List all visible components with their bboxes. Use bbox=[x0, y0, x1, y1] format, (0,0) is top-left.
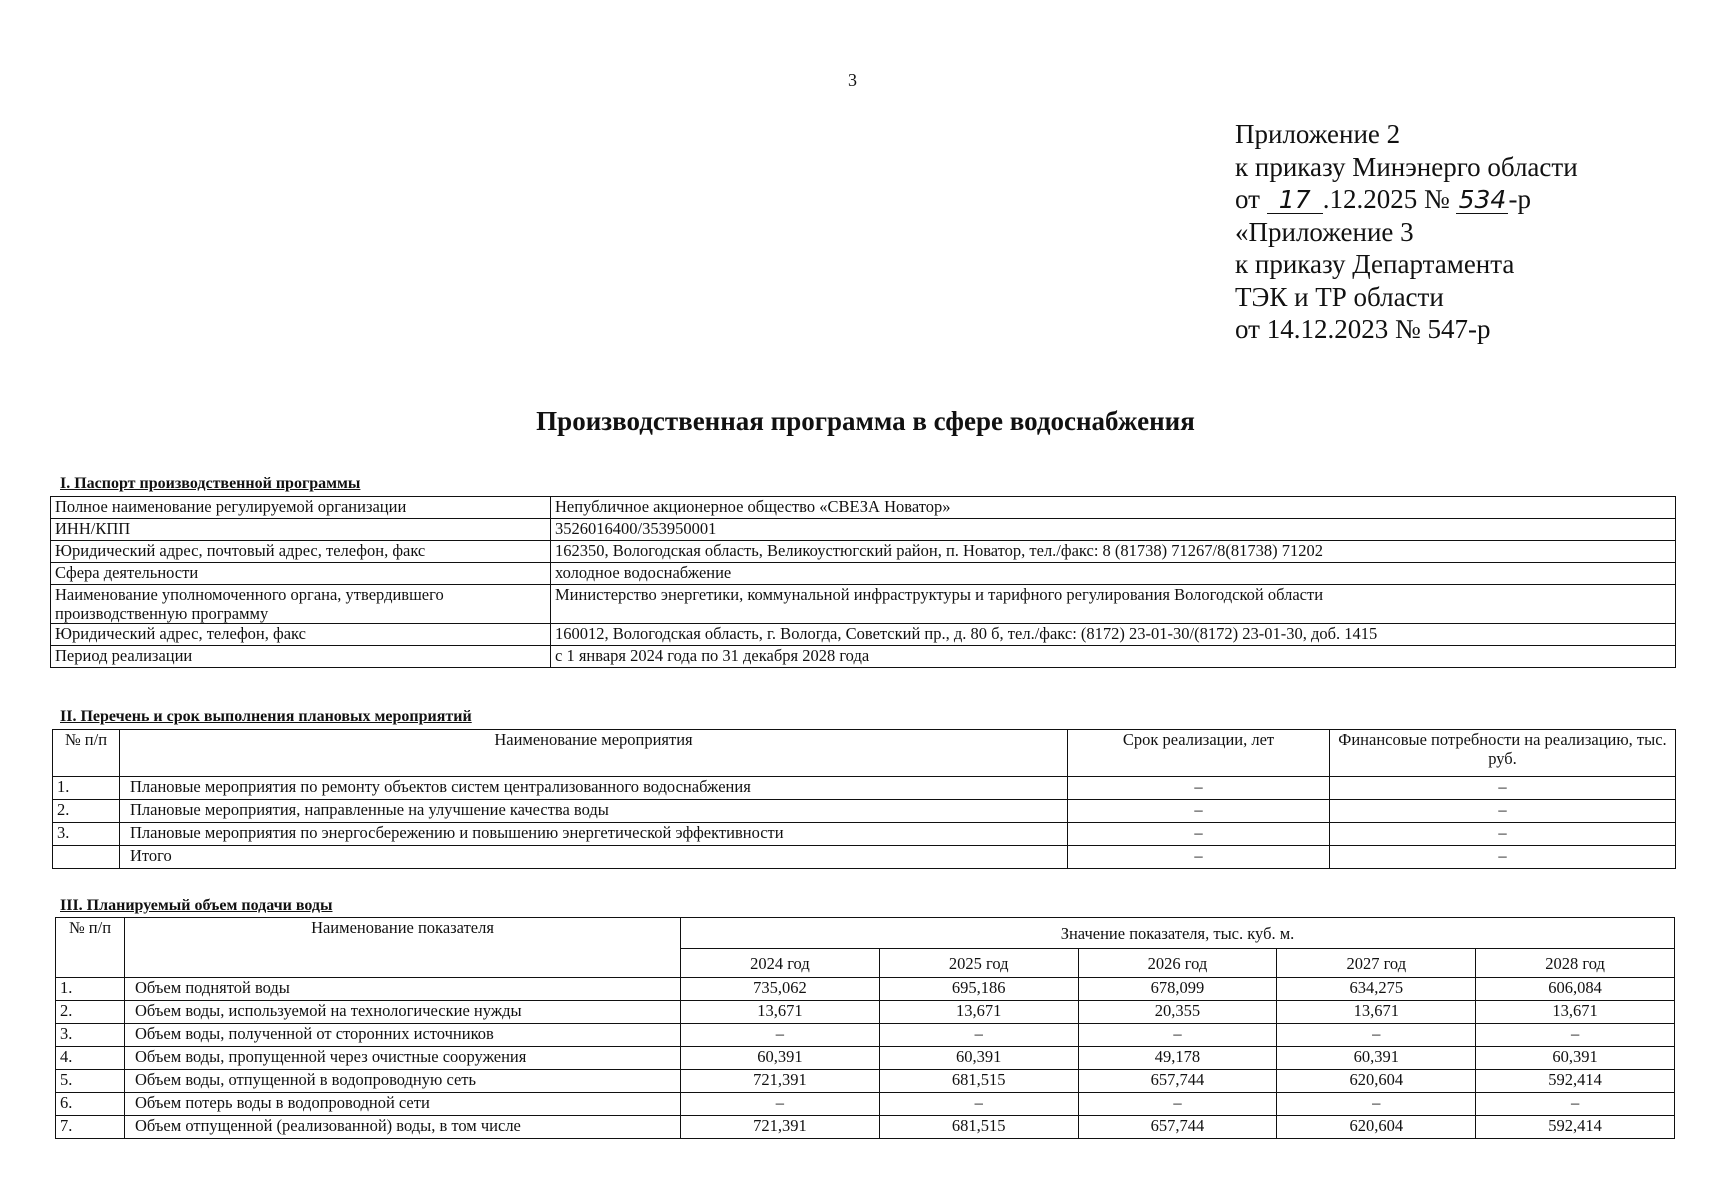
row-number: 3. bbox=[56, 1024, 125, 1047]
passport-value: 162350, Вологодская область, Великоустюгский район, п. Новатор, тел./факс: 8 (81738) 71267/8(81738) 71202 bbox=[551, 541, 1676, 563]
indicator-value: 20,355 bbox=[1078, 1001, 1277, 1024]
header-num: № п/п bbox=[53, 730, 120, 777]
indicator-name: Объем отпущенной (реализованной) воды, в том числе bbox=[125, 1116, 681, 1139]
annex-line-4: «Приложение 3 bbox=[1235, 216, 1414, 247]
measure-finance: – bbox=[1330, 823, 1676, 846]
annex-date-prefix: от bbox=[1235, 184, 1260, 214]
table-row bbox=[53, 823, 1676, 846]
table-row bbox=[51, 497, 1676, 519]
measure-finance: – bbox=[1330, 777, 1676, 800]
indicator-value: – bbox=[681, 1093, 880, 1116]
annex-suffix: -р bbox=[1508, 184, 1531, 214]
table-row bbox=[51, 585, 1676, 624]
passport-value: с 1 января 2024 года по 31 декабря 2028 года bbox=[551, 646, 1676, 668]
year-header: 2027 год bbox=[1277, 949, 1476, 978]
table-row bbox=[56, 1001, 1675, 1024]
header-term: Срок реализации, лет bbox=[1068, 730, 1330, 777]
measures-table bbox=[52, 729, 1676, 869]
indicator-value: 681,515 bbox=[879, 1070, 1078, 1093]
indicator-value: 13,671 bbox=[1476, 1001, 1675, 1024]
indicator-value: 592,414 bbox=[1476, 1070, 1675, 1093]
indicator-name: Объем воды, используемой на технологические нужды bbox=[125, 1001, 681, 1024]
year-header: 2025 год bbox=[879, 949, 1078, 978]
annex-line-5: к приказу Департамента bbox=[1235, 249, 1515, 279]
header-indicator-name: Наименование показателя bbox=[125, 918, 681, 978]
passport-value: 3526016400/353950001 bbox=[551, 519, 1676, 541]
passport-label: Период реализации bbox=[51, 646, 551, 668]
year-header: 2024 год bbox=[681, 949, 880, 978]
table-row bbox=[51, 519, 1676, 541]
indicator-value: 634,275 bbox=[1277, 978, 1476, 1001]
table-row bbox=[51, 563, 1676, 585]
indicator-value: 60,391 bbox=[1277, 1047, 1476, 1070]
indicator-value: – bbox=[879, 1024, 1078, 1047]
passport-label: Юридический адрес, почтовый адрес, телефон, факс bbox=[51, 541, 551, 563]
indicator-value: – bbox=[1078, 1024, 1277, 1047]
table-row bbox=[53, 800, 1676, 823]
table-row bbox=[51, 624, 1676, 646]
section-3-heading: III. Планируемый объем подачи воды bbox=[60, 897, 333, 914]
header-finance: Финансовые потребности на реализацию, тыс. руб. bbox=[1330, 730, 1676, 777]
passport-value: 160012, Вологодская область, г. Вологда, Советский пр., д. 80 б, тел./факс: (8172) 23-01-30/(8172) 23-01-30, доб. 1415 bbox=[551, 624, 1676, 646]
document-title: Производственная программа в сфере водоснабжения bbox=[536, 406, 1195, 436]
row-number: 3. bbox=[53, 823, 120, 846]
page-number: 3 bbox=[848, 70, 857, 90]
measure-term: – bbox=[1068, 777, 1330, 800]
annex-block bbox=[1235, 118, 1578, 346]
indicator-value: 678,099 bbox=[1078, 978, 1277, 1001]
annex-line-1: Приложение 2 bbox=[1235, 119, 1401, 149]
measure-finance: – bbox=[1330, 800, 1676, 823]
row-number: 2. bbox=[56, 1001, 125, 1024]
indicator-value: 657,744 bbox=[1078, 1070, 1277, 1093]
table-row bbox=[56, 1047, 1675, 1070]
year-header: 2026 год bbox=[1078, 949, 1277, 978]
indicator-value: 13,671 bbox=[879, 1001, 1078, 1024]
water-volume-table bbox=[55, 917, 1675, 1139]
annex-date: .12.2025 № bbox=[1322, 184, 1450, 214]
measure-finance: – bbox=[1330, 846, 1676, 869]
header-num: № п/п bbox=[56, 918, 125, 978]
indicator-name: Объем воды, пропущенной через очистные сооружения bbox=[125, 1047, 681, 1070]
indicator-value: 49,178 bbox=[1078, 1047, 1277, 1070]
passport-value: холодное водоснабжение bbox=[551, 563, 1676, 585]
row-number: 7. bbox=[56, 1116, 125, 1139]
year-header: 2028 год bbox=[1476, 949, 1675, 978]
row-number: 1. bbox=[56, 978, 125, 1001]
passport-label: Юридический адрес, телефон, факс bbox=[51, 624, 551, 646]
indicator-value: – bbox=[681, 1024, 880, 1047]
section-1-heading: I. Паспорт производственной программы bbox=[60, 475, 361, 492]
indicator-value: 13,671 bbox=[681, 1001, 880, 1024]
passport-value: Министерство энергетики, коммунальной инфраструктуры и тарифного регулирования Вологодской области bbox=[551, 585, 1676, 624]
measure-name: Итого bbox=[120, 846, 1068, 869]
measure-name: Плановые мероприятия, направленные на улучшение качества воды bbox=[120, 800, 1068, 823]
measure-name: Плановые мероприятия по энергосбережению и повышению энергетической эффективности bbox=[120, 823, 1068, 846]
indicator-value: 695,186 bbox=[879, 978, 1078, 1001]
indicator-value: 620,604 bbox=[1277, 1116, 1476, 1139]
passport-value: Непубличное акционерное общество «СВЕЗА Новатор» bbox=[551, 497, 1676, 519]
table-row bbox=[56, 1024, 1675, 1047]
indicator-value: – bbox=[1476, 1093, 1675, 1116]
table-row bbox=[56, 1093, 1675, 1116]
indicator-value: 60,391 bbox=[681, 1047, 880, 1070]
header-indicator-value: Значение показателя, тыс. куб. м. bbox=[681, 918, 1675, 949]
indicator-value: 620,604 bbox=[1277, 1070, 1476, 1093]
table-row bbox=[56, 978, 1675, 1001]
indicator-value: 681,515 bbox=[879, 1116, 1078, 1139]
indicator-value: 657,744 bbox=[1078, 1116, 1277, 1139]
annex-line-2: к приказу Минэнерго области bbox=[1235, 151, 1578, 182]
indicator-name: Объем воды, отпущенной в водопроводную сеть bbox=[125, 1070, 681, 1093]
passport-label: ИНН/КПП bbox=[51, 519, 551, 541]
table-row bbox=[51, 646, 1676, 668]
passport-label: Полное наименование регулируемой организации bbox=[51, 497, 551, 519]
indicator-value: 721,391 bbox=[681, 1070, 880, 1093]
measure-name: Плановые мероприятия по ремонту объектов систем централизованного водоснабжения bbox=[120, 777, 1068, 800]
annex-line-3 bbox=[1235, 183, 1578, 216]
section-2-heading: II. Перечень и срок выполнения плановых мероприятий bbox=[60, 708, 472, 725]
indicator-value: 60,391 bbox=[879, 1047, 1078, 1070]
handwritten-day: 17 bbox=[1267, 187, 1323, 214]
indicator-value: 721,391 bbox=[681, 1116, 880, 1139]
indicator-name: Объем поднятой воды bbox=[125, 978, 681, 1001]
passport-label: Сфера деятельности bbox=[51, 563, 551, 585]
passport-table bbox=[50, 496, 1676, 668]
indicator-value: – bbox=[1476, 1024, 1675, 1047]
indicator-value: – bbox=[1277, 1093, 1476, 1116]
measure-term: – bbox=[1068, 846, 1330, 869]
indicator-name: Объем воды, полученной от сторонних источников bbox=[125, 1024, 681, 1047]
indicator-value: – bbox=[1277, 1024, 1476, 1047]
passport-label: Наименование уполномоченного органа, утвердившего производственную программу bbox=[51, 585, 551, 624]
header-measure-name: Наименование мероприятия bbox=[120, 730, 1068, 777]
indicator-value: 735,062 bbox=[681, 978, 880, 1001]
indicator-value: 13,671 bbox=[1277, 1001, 1476, 1024]
row-number: 1. bbox=[53, 777, 120, 800]
handwritten-number: 534 bbox=[1456, 187, 1508, 214]
table-row bbox=[51, 541, 1676, 563]
row-number: 2. bbox=[53, 800, 120, 823]
table-row bbox=[56, 1116, 1675, 1139]
indicator-value: 60,391 bbox=[1476, 1047, 1675, 1070]
indicator-value: 606,084 bbox=[1476, 978, 1675, 1001]
table-row bbox=[53, 777, 1676, 800]
row-number: 4. bbox=[56, 1047, 125, 1070]
annex-line-7: от 14.12.2023 № 547-р bbox=[1235, 314, 1491, 344]
annex-line-6: ТЭК и ТР области bbox=[1235, 281, 1444, 312]
row-number bbox=[53, 846, 120, 869]
indicator-name: Объем потерь воды в водопроводной сети bbox=[125, 1093, 681, 1116]
measure-term: – bbox=[1068, 823, 1330, 846]
row-number: 6. bbox=[56, 1093, 125, 1116]
table-row bbox=[56, 1070, 1675, 1093]
measure-term: – bbox=[1068, 800, 1330, 823]
indicator-value: – bbox=[1078, 1093, 1277, 1116]
indicator-value: – bbox=[879, 1093, 1078, 1116]
row-number: 5. bbox=[56, 1070, 125, 1093]
indicator-value: 592,414 bbox=[1476, 1116, 1675, 1139]
table-row bbox=[53, 846, 1676, 869]
